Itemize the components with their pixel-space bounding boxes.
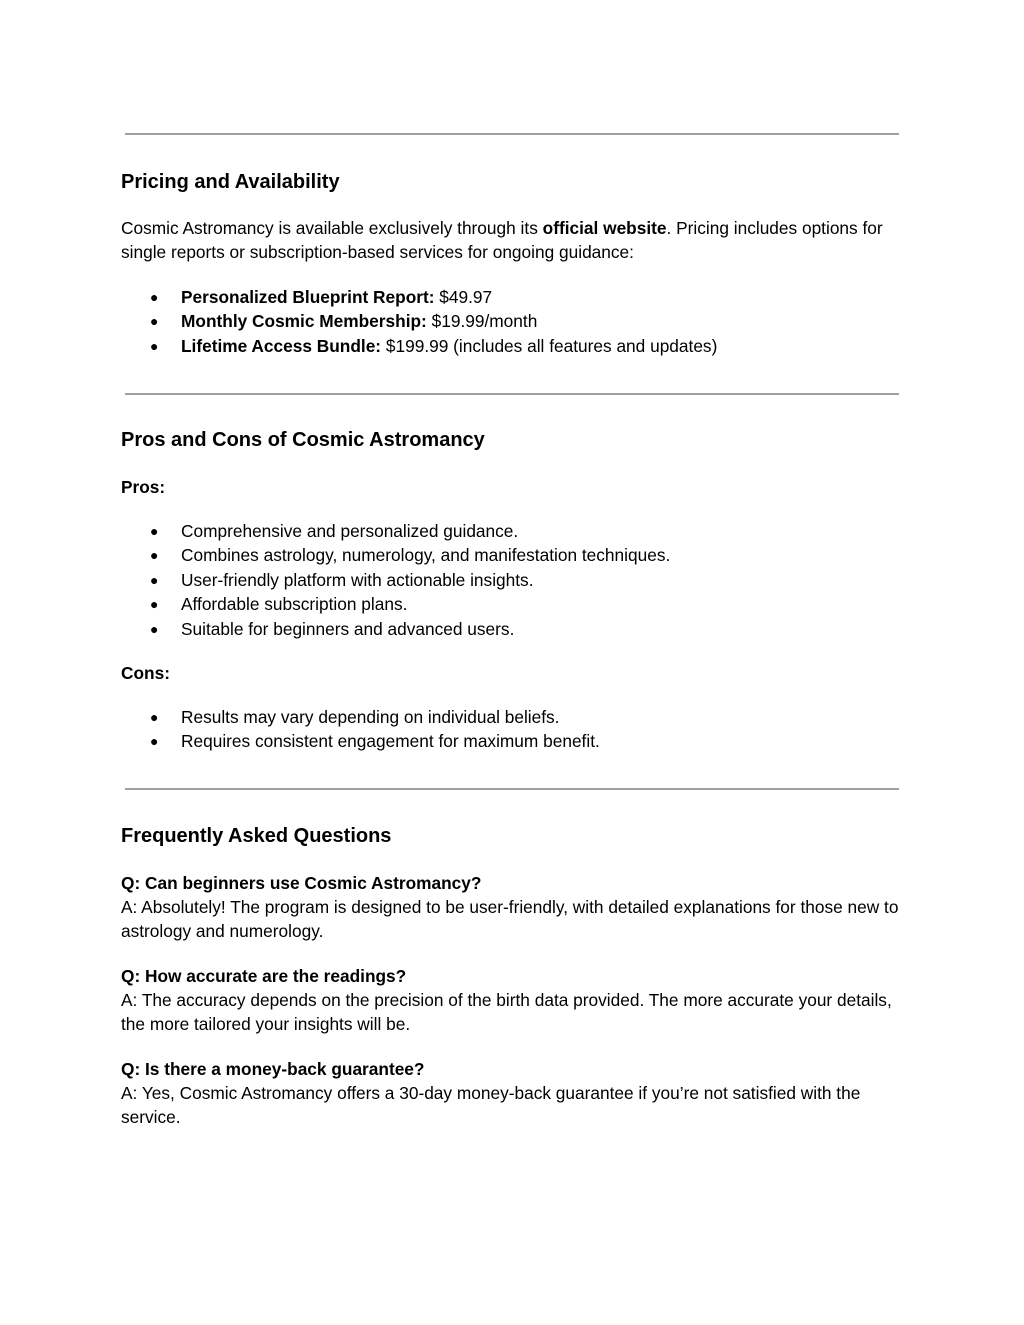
list-item: [0, 617, 670, 641]
list-item: [0, 309, 717, 333]
list-item: [0, 543, 670, 567]
bullet-icon: ●: [150, 596, 159, 613]
faq-question: Q: How accurate are the readings?: [121, 966, 407, 986]
con-item-text: Results may vary depending on individual beliefs.: [181, 707, 560, 727]
bullet-icon: ●: [150, 620, 159, 637]
con-item-text: Requires consistent engagement for maximum benefit.: [181, 731, 600, 752]
faq-answer: A: The accuracy depends on the precision of the birth data provided. The more accurate your details, the more tailored your insights will be.: [121, 990, 892, 1035]
horizontal-divider: [125, 788, 899, 790]
pricing-item-label: Personalized Blueprint Report:: [181, 287, 435, 307]
faq-heading: Frequently Asked Questions: [121, 825, 392, 847]
pricing-item-value: $19.99/month: [426, 311, 538, 332]
list-item: [0, 592, 670, 616]
faq-item: [121, 871, 911, 944]
pro-item-text: User-friendly platform with actionable insights.: [181, 569, 534, 590]
faq-item: [121, 964, 911, 1037]
faq-question: Q: Is there a money-back guarantee?: [121, 1059, 425, 1079]
list-item: [0, 729, 600, 753]
faq-question: Q: Can beginners use Cosmic Astromancy?: [121, 873, 482, 893]
bullet-icon: ●: [150, 337, 159, 354]
cons-label: Cons:: [121, 663, 170, 683]
pro-item-text: Comprehensive and personalized guidance.: [181, 521, 519, 541]
pro-item-text: Suitable for beginners and advanced users.: [181, 618, 515, 639]
pricing-item-value: $199.99 (includes all features and updates): [381, 335, 718, 356]
bullet-icon: ●: [150, 571, 159, 588]
bullet-icon: ●: [150, 709, 159, 725]
bullet-icon: ●: [150, 313, 159, 330]
pro-item-text: Affordable subscription plans.: [181, 594, 408, 615]
pricing-intro-text-end: . Pricing includes options for single reports or subscription-based services for ongoing guidance:: [121, 218, 883, 263]
list-item: [0, 334, 717, 358]
bullet-icon: ●: [150, 289, 159, 305]
horizontal-divider: [125, 133, 899, 135]
list-item: [0, 519, 670, 543]
pricing-heading: Pricing and Availability: [121, 171, 340, 193]
official-website-bold: official website: [542, 218, 667, 238]
faq-item: [121, 1057, 911, 1130]
horizontal-divider: [125, 393, 899, 395]
pricing-list: [0, 285, 717, 358]
faq-answer: A: Yes, Cosmic Astromancy offers a 30-day money-back guarantee if you’re not satisfied with the service.: [121, 1083, 861, 1128]
bullet-icon: ●: [150, 733, 159, 750]
pricing-intro-paragraph: [121, 216, 911, 265]
pricing-item-label: Monthly Cosmic Membership:: [181, 311, 427, 332]
list-item: [0, 705, 600, 729]
pros-cons-heading: Pros and Cons of Cosmic Astromancy: [121, 429, 485, 451]
list-item: [0, 285, 717, 309]
pricing-item-label: Lifetime Access Bundle:: [181, 335, 382, 356]
faq-answer: A: Absolutely! The program is designed to be user-friendly, with detailed explanations for those new to astrology and numerology.: [121, 897, 899, 942]
pricing-item-value: $49.97: [434, 287, 493, 307]
bullet-icon: ●: [150, 547, 159, 564]
list-item: [0, 568, 670, 592]
bullet-icon: ●: [150, 523, 159, 539]
pricing-intro-text-start: Cosmic Astromancy is available exclusively through its: [121, 218, 543, 238]
pros-list: [0, 519, 670, 641]
cons-list: [0, 705, 600, 754]
pros-label: Pros:: [121, 477, 166, 497]
pro-item-text: Combines astrology, numerology, and manifestation techniques.: [181, 545, 671, 566]
